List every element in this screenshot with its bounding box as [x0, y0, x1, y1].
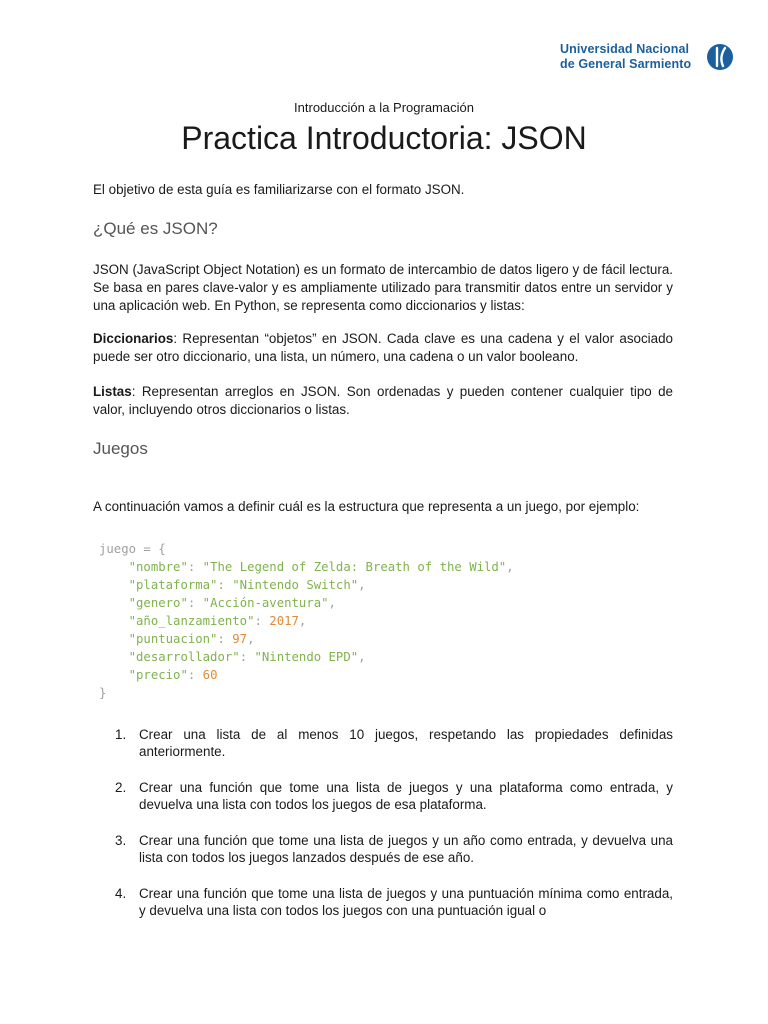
- code-key: "puntuacion": [128, 632, 218, 646]
- logo-line-2: de General Sarmiento: [560, 57, 692, 71]
- task-number: 2.: [115, 780, 127, 795]
- code-value: "Nintendo Switch": [232, 578, 359, 592]
- listas-paragraph: [93, 383, 673, 419]
- code-line: "desarrollador": "Nintendo EPD",: [128, 650, 366, 664]
- diccionarios-paragraph: [93, 330, 673, 366]
- code-line: "puntuacion": 97,: [128, 632, 255, 646]
- code-block: [99, 540, 514, 702]
- code-key: "precio": [128, 668, 188, 682]
- listas-term: Listas: [93, 384, 132, 399]
- juegos-description-paragraph: A continuación vamos a definir cuál es la estructura que representa a un juego, por ejemplo:: [93, 499, 640, 514]
- university-logo: [560, 40, 740, 74]
- logo-text: [560, 42, 691, 72]
- code-value: "The Legend of Zelda: Breath of the Wild": [202, 560, 507, 574]
- json-description-paragraph: JSON (JavaScript Object Notation) es un formato de intercambio de datos ligero y de fácil lectura. Se basa en pares clave-valor y es ampliamente utilizado para transmitir datos entre un servidor y una aplicación web. En Python, se representa como diccionarios y listas:: [93, 262, 673, 313]
- task-text: Crear una función que tome una lista de juegos y un año como entrada, y devuelva una lista con todos los juegos lanzados después de ese año.: [139, 833, 673, 865]
- code-close: }: [99, 686, 107, 700]
- ungs-logo-icon: [706, 43, 734, 71]
- task-number: 4.: [115, 886, 127, 901]
- listas-text: : Representan arreglos en JSON. Son ordenadas y pueden contener cualquier tipo de valor, incluyendo otros diccionarios o listas.: [93, 384, 673, 417]
- diccionarios-term: Diccionarios: [93, 331, 174, 346]
- task-item: [93, 885, 673, 919]
- task-list: [93, 726, 673, 919]
- code-value: "Acción-aventura": [202, 596, 329, 610]
- code-open: juego = {: [99, 542, 166, 556]
- page-title: Practica Introductoria: JSON: [181, 120, 587, 156]
- section-heading-juegos: Juegos: [93, 439, 148, 458]
- code-value: "Nintendo EPD": [254, 650, 359, 664]
- code-line: "nombre": "The Legend of Zelda: Breath of the Wild",: [128, 560, 514, 574]
- task-text: Crear una función que tome una lista de juegos y una plataforma como entrada, y devuelva una lista con todos los juegos de esa plataforma.: [139, 780, 673, 812]
- code-value: 2017: [269, 614, 299, 628]
- section-heading-json: ¿Qué es JSON?: [93, 219, 218, 238]
- intro-paragraph: El objetivo de esta guía es familiarizarse con el formato JSON.: [93, 182, 465, 197]
- code-line: "genero": "Acción-aventura",: [128, 596, 336, 610]
- code-line: "año_lanzamiento": 2017,: [128, 614, 307, 628]
- task-text: Crear una función que tome una lista de juegos y una puntuación mínima como entrada, y devuelva una lista con todos los juegos con una puntuación igual o: [139, 886, 673, 918]
- code-value: 60: [202, 668, 218, 682]
- code-key: "desarrollador": [128, 650, 240, 664]
- course-subtitle: Introducción a la Programación: [294, 100, 474, 115]
- code-key: "plataforma": [128, 578, 218, 592]
- task-number: 1.: [115, 727, 127, 742]
- task-number: 3.: [115, 833, 127, 848]
- diccionarios-text: : Representan “objetos” en JSON. Cada clave es una cadena y el valor asociado puede ser otro diccionario, una lista, un número, una cadena o un valor booleano.: [93, 331, 673, 364]
- code-key: "genero": [128, 596, 188, 610]
- task-item: [93, 832, 673, 866]
- code-value: 97: [232, 632, 248, 646]
- task-item: [93, 779, 673, 813]
- code-key: "año_lanzamiento": [128, 614, 255, 628]
- code-key: "nombre": [128, 560, 188, 574]
- code-line: "precio": 60: [128, 668, 218, 682]
- logo-line-1: Universidad Nacional: [560, 42, 690, 56]
- task-item: [93, 726, 673, 760]
- task-text: Crear una lista de al menos 10 juegos, respetando las propiedades definidas anteriormente.: [139, 727, 673, 759]
- code-line: "plataforma": "Nintendo Switch",: [128, 578, 366, 592]
